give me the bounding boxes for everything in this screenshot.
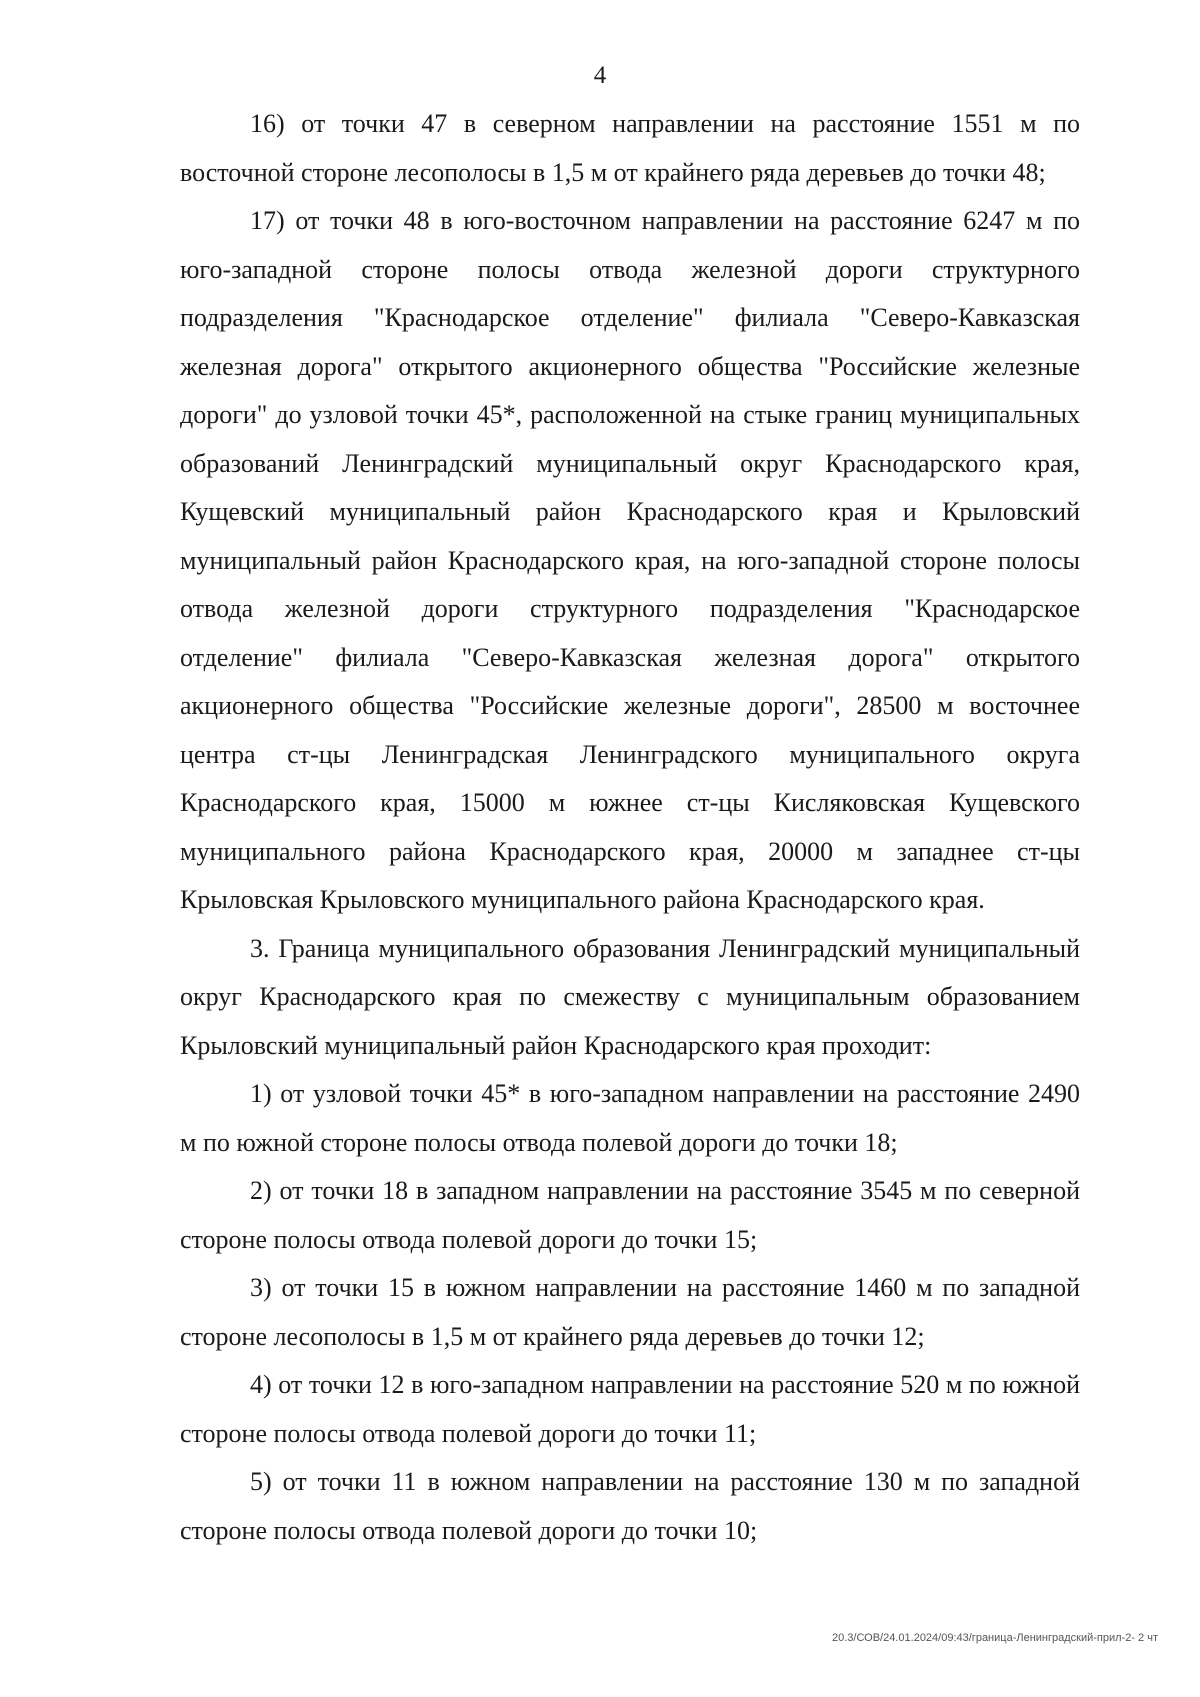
document-footer-stamp: 20.3/СОВ/24.01.2024/09:43/граница-Ленинградский-прил-2- 2 чт bbox=[832, 1632, 1158, 1644]
paragraph-item-17: 17) от точки 48 в юго-восточном направлении на расстояние 6247 м по юго-западной стороне полосы отвода железной дороги структурного подразделения "Краснодарское отделение" филиала "Северо-Кавказская железная дорога" открытого акционерного общества "Российские железные дороги" до узловой точки 45*, расположенной на стыке границ муниципальных образований Ленинградский муниципальный округ Краснодарского края, Кущевский муниципальный район Краснодарского края и Крыловский муниципальный район Краснодарского края, на юго-западной стороне полосы отвода железной дороги структурного подразделения "Краснодарское отделение" филиала "Северо-Кавказская железная дорога" открытого акционерного общества "Российские железные дороги", 28500 м восточнее центра ст-цы Ленинградская Ленинградского муниципального округа Краснодарского края, 15000 м южнее ст-цы Кисляковская Кущевского муниципального района Краснодарского края, 20000 м западнее ст-цы Крыловская Крыловского муниципального района Краснодарского края. bbox=[180, 206, 1080, 914]
paragraph-item-4: 4) от точки 12 в юго-западном направлении на расстояние 520 м по южной стороне полосы отвода полевой дороги до точки 11; bbox=[180, 1370, 1080, 1448]
section-3-heading-paragraph: 3. Граница муниципального образования Ленинградский муниципальный округ Краснодарского края по смежеству с муниципальным образованием Крыловский муниципальный район Краснодарского края проходит: bbox=[180, 933, 1080, 1060]
paragraph-item-3: 3) от точки 15 в южном направлении на расстояние 1460 м по западной стороне лесополосы в 1,5 м от крайнего ряда деревьев до точки 12; bbox=[180, 1273, 1080, 1351]
page-number: 4 bbox=[593, 62, 607, 89]
paragraph-item-2: 2) от точки 18 в западном направлении на расстояние 3545 м по северной стороне полосы отвода полевой дороги до точки 15; bbox=[180, 1176, 1080, 1254]
paragraph-item-5: 5) от точки 11 в южном направлении на расстояние 130 м по западной стороне полосы отвода полевой дороги до точки 10; bbox=[180, 1467, 1080, 1545]
paragraph-item-16: 16) от точки 47 в северном направлении на расстояние 1551 м по восточной стороне лесополосы в 1,5 м от крайнего ряда деревьев до точки 48; bbox=[180, 109, 1080, 187]
document-body bbox=[180, 100, 1080, 1555]
paragraph-item-1: 1) от узловой точки 45* в юго-западном направлении на расстояние 2490 м по южной стороне полосы отвода полевой дороги до точки 18; bbox=[180, 1079, 1080, 1157]
